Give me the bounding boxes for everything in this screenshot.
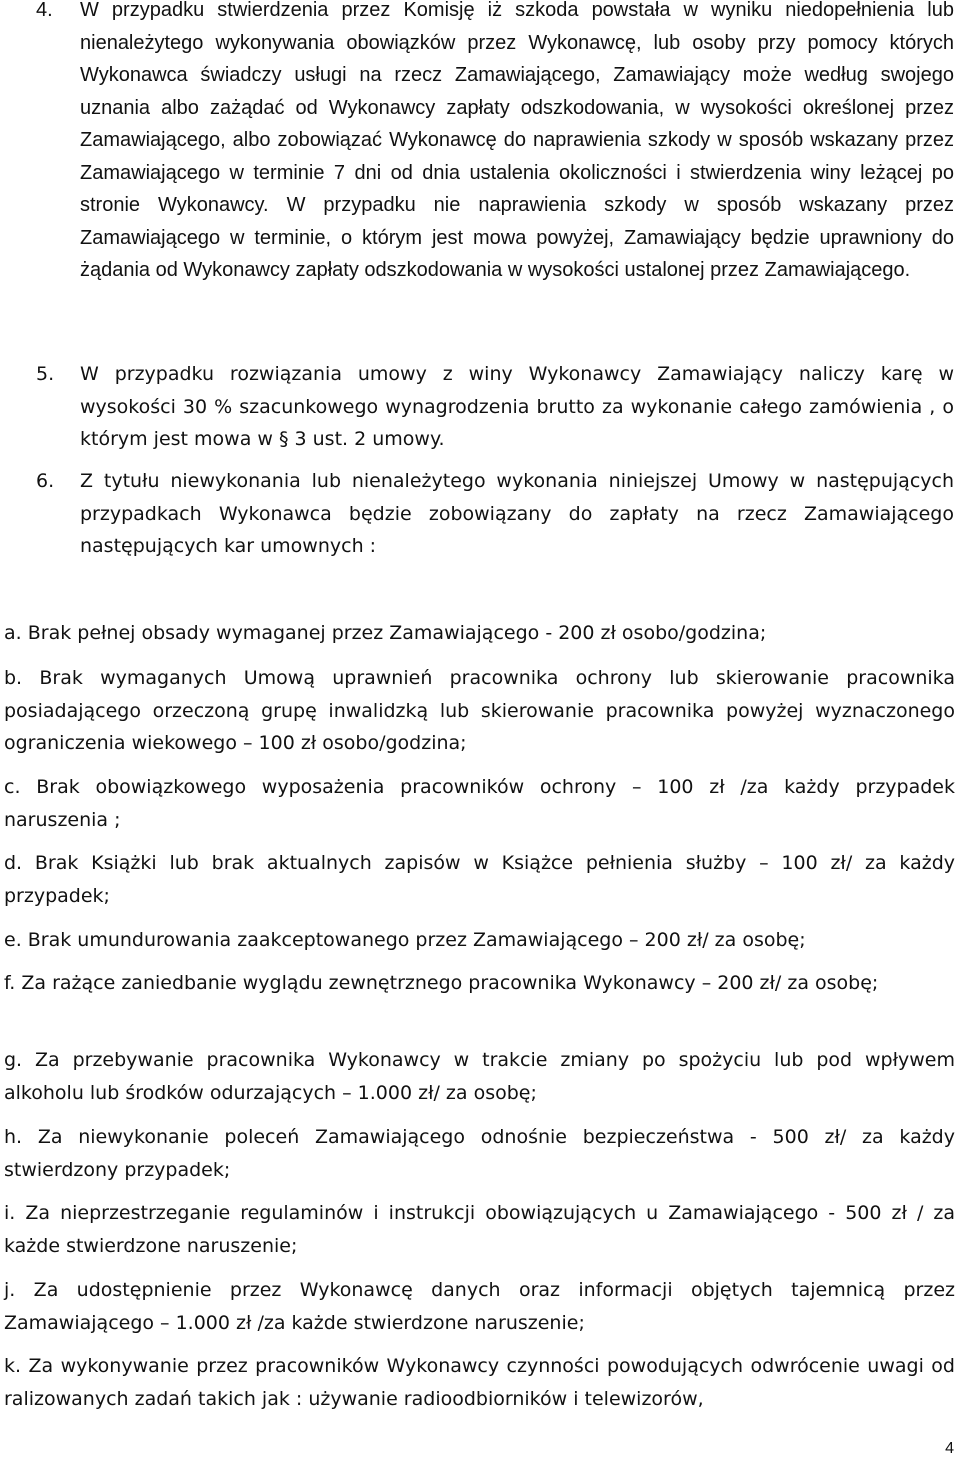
penalty-item-c: c. Brak obowiązkowego wyposażenia pracowników ochrony – 100 zł /za każdy przypadek naruszenia ; xyxy=(4,776,955,831)
penalty-item-f: f. Za rażące zaniedbanie wyglądu zewnętrznego pracownika Wykonawcy – 200 zł/ za osobę; xyxy=(4,972,879,994)
clause-5 xyxy=(36,358,954,456)
penalty-item-d: d. Brak Książki lub brak aktualnych zapisów w Książce pełnienia służby – 100 zł/ za każdy przypadek; xyxy=(4,852,955,907)
clause-number: 5. xyxy=(36,363,55,385)
clause-text: Z tytułu niewykonania lub nienależytego wykonania niniejszej Umowy w następujących przypadkach Wykonawca będzie zobowiązany do zapłaty na rzecz Zamawiającego następujących kar umownych : xyxy=(80,470,954,557)
penalty-item-e: e. Brak umundurowania zaakceptowanego przez Zamawiającego – 200 zł/ za osobę; xyxy=(4,929,806,951)
clause-number: 4. xyxy=(36,0,53,21)
clause-text: W przypadku stwierdzenia przez Komisję iż szkoda powstała w wyniku niedopełnienia lub nienależytego wykonywania obowiązków przez Wykonawcę, lub osoby przy pomocy których Wykonawca świadczy usługi na rzecz Zamawiającego, Zamawiający może według swojego uznania albo zażądać od Wykonawcy zapłaty odszkodowania, w wysokości określonej przez Zamawiającego, albo zobowiązać Wykonawcę do naprawienia szkody w sposób wskazany przez Zamawiającego w terminie 7 dni od dnia ustalenia okoliczności i stwierdzenia winy leżącej po stronie Wykonawcy. W przypadku nie naprawienia szkody w sposób wskazany przez Zamawiającego w terminie, o którym jest mowa powyżej, Zamawiający będzie uprawniony do żądania od Wykonawcy zapłaty odszkodowania w wysokości ustalonej przez Zamawiającego. xyxy=(80,0,954,281)
penalty-item-a: a. Brak pełnej obsady wymaganej przez Zamawiającego - 200 zł osobo/godzina; xyxy=(4,622,767,644)
penalty-item-j: j. Za udostępnienie przez Wykonawcę danych oraz informacji objętych tajemnicą przez Zamawiającego – 1.000 zł /za każde stwierdzone naruszenie; xyxy=(4,1279,955,1334)
penalty-item-b: b. Brak wymaganych Umową uprawnień pracownika ochrony lub skierowanie pracownika posiadającego orzeczoną grupę inwalidzką lub skierowanie pracownika powyżej wyznaczonego ograniczenia wiekowego – 100 zł osobo/godzina; xyxy=(4,667,955,754)
clause-number: 6. xyxy=(36,470,55,492)
clause-6 xyxy=(36,465,954,563)
clause-text: W przypadku rozwiązania umowy z winy Wykonawcy Zamawiający naliczy karę w wysokości 30 % szacunkowego wynagrodzenia brutto za wykonanie całego zamówienia , o którym jest mowa w § 3 ust. 2 umowy. xyxy=(80,363,954,450)
penalty-item-h: h. Za niewykonanie poleceń Zamawiającego odnośnie bezpieczeństwa - 500 zł/ za każdy stwierdzony przypadek; xyxy=(4,1126,955,1181)
page-number: 4 xyxy=(945,1440,954,1457)
clause-4 xyxy=(36,0,954,287)
penalty-item-k: k. Za wykonywanie przez pracowników Wykonawcy czynności powodujących odwrócenie uwagi od ralizowanych zadań takich jak : używanie radioodbiorników i telewizorów, xyxy=(4,1355,955,1410)
penalty-item-i: i. Za nieprzestrzeganie regulaminów i instrukcji obowiązujących u Zamawiającego - 500 zł / za każde stwierdzone naruszenie; xyxy=(4,1202,955,1257)
penalty-item-g: g. Za przebywanie pracownika Wykonawcy w trakcie zmiany po spożyciu lub pod wpływem alkoholu lub środków odurzających – 1.000 zł/ za osobę; xyxy=(4,1049,955,1104)
